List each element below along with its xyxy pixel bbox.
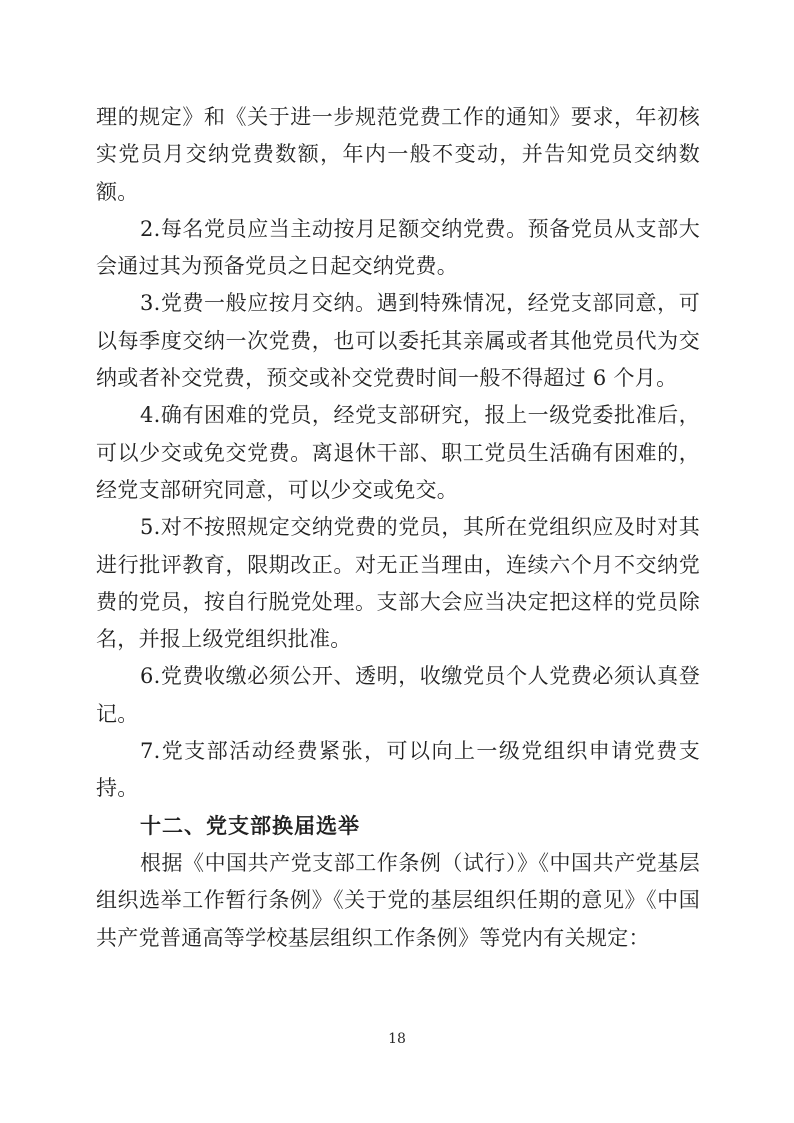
document-body bbox=[96, 99, 700, 957]
page-number: 18 bbox=[388, 1031, 406, 1047]
paragraph-item-2: 2.每名党员应当主动按月足额交纳党费。预备党员从支部大会通过其为预备党员之日起交纳党费。 bbox=[96, 216, 700, 279]
paragraph-item-3: 3.党费一般应按月交纳。遇到特殊情况，经党支部同意，可以每季度交纳一次党费，也可以委托其亲属或者其他党员代为交纳或者补交党费，预交或补交党费时间一般不得超过 6 个月。 bbox=[96, 291, 700, 391]
paragraph-item-4: 4.确有困难的党员，经党支部研究，报上一级党委批准后，可以少交或免交党费。离退休干部、职工党员生活确有困难的，经党支部研究同意，可以少交或免交。 bbox=[96, 403, 700, 502]
paragraph-continuation: 理的规定》和《关于进一步规范党费工作的通知》要求，年初核实党员月交纳党费数额，年内一般不变动，并告知党员交纳数额。 bbox=[96, 105, 700, 204]
paragraph-item-7: 7.党支部活动经费紧张，可以向上一级党组织申请党费支持。 bbox=[96, 739, 700, 801]
paragraph-item-5: 5.对不按照规定交纳党费的党员，其所在党组织应及时对其进行批评教育，限期改正。对无正当理由，连续六个月不交纳党费的党员，按自行脱党处理。支部大会应当决定把这样的党员除名，并报上级党组织批准。 bbox=[96, 515, 700, 652]
paragraph-item-6: 6.党费收缴必须公开、透明，收缴党员个人党费必须认真登记。 bbox=[96, 664, 700, 726]
paragraph-basis: 根据《中国共产党支部工作条例（试行）》《中国共产党基层组织选举工作暂行条例》《关于党的基层组织任期的意见》《中国共产党普通高等学校基层组织工作条例》等党内有关规定： bbox=[96, 850, 700, 950]
section-heading-12: 十二、党支部换届选举 bbox=[140, 813, 360, 838]
